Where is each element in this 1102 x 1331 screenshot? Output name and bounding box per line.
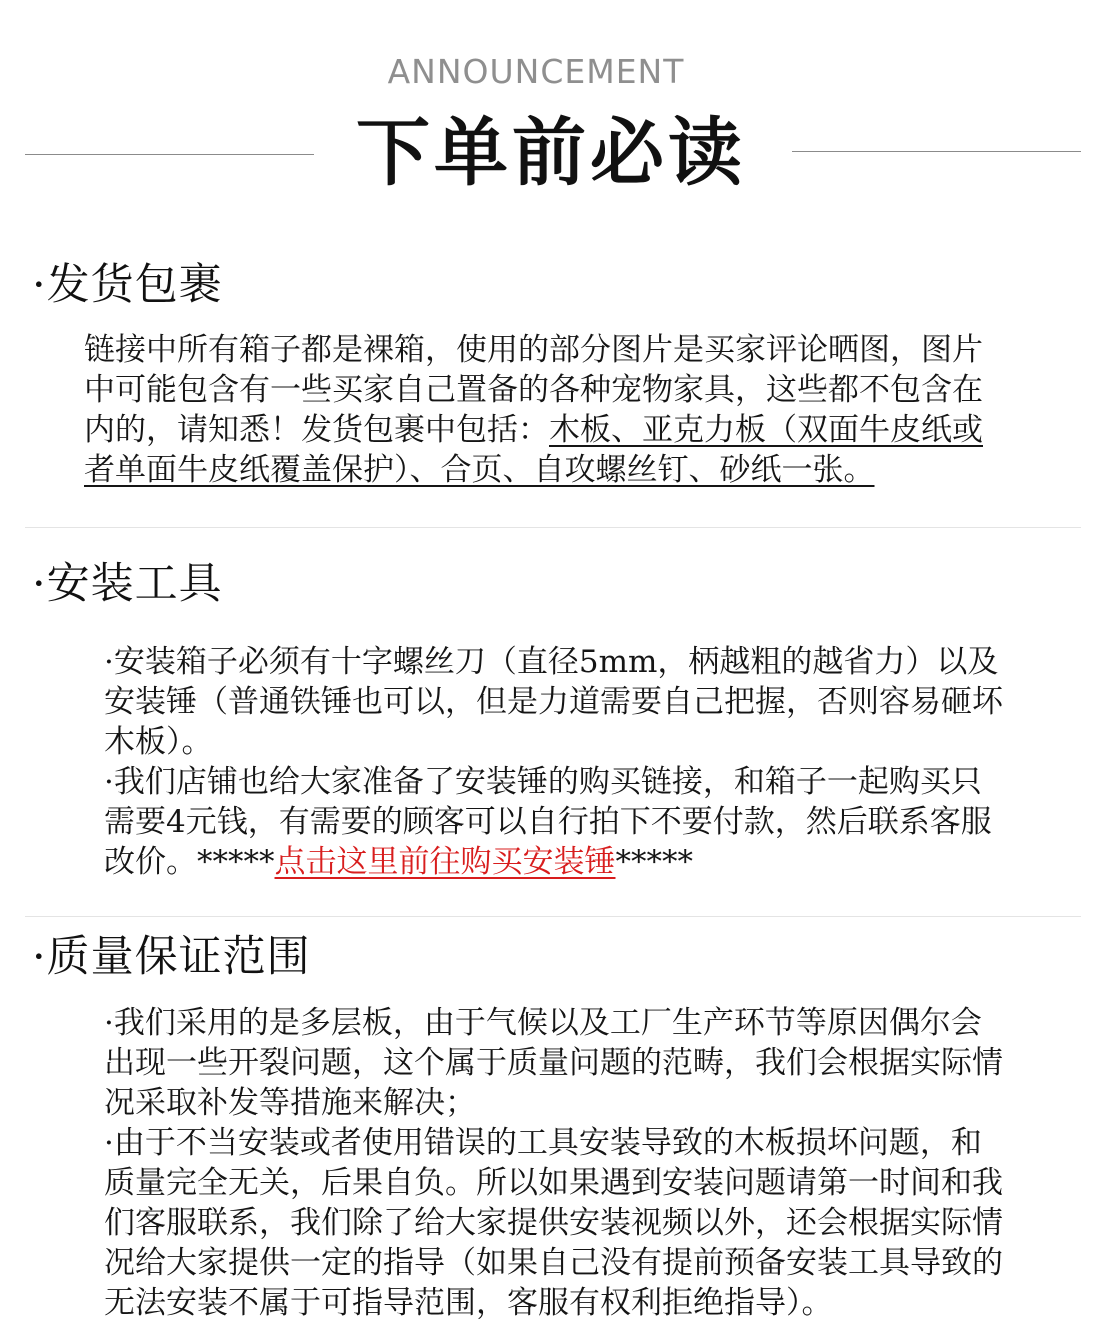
quality-line-3: 况采取补发等措施来解决； (104, 1085, 476, 1121)
section-heading-shipping: ·发货包裹 (32, 260, 223, 310)
quality-line-2: 出现一些开裂问题，这个属于质量问题的范畴，我们会根据实际情 (104, 1045, 1003, 1081)
shipping-line-3-text: 内的，请知悉！发货包裹中包括： (84, 412, 549, 448)
install-line-6 (104, 842, 1079, 882)
install-line-4: ·我们店铺也给大家准备了安装锤的购买链接，和箱子一起购买只 (104, 764, 982, 800)
section-heading-quality: ·质量保证范围 (32, 932, 311, 982)
shipping-line-4 (84, 450, 1074, 490)
install-line-2: 安装锤（普通铁锤也可以，但是力道需要自己把握，否则容易砸坏 (104, 684, 1003, 720)
announcement-header (0, 0, 1102, 210)
package-contents-underlined-2: 者单面牛皮纸覆盖保护）、合页、自攻螺丝钉、砂纸一张。 (84, 452, 875, 488)
shipping-paragraph (84, 330, 1074, 490)
shipping-line-2: 中可能包含有一些买家自己置备的各种宠物家具，这些都不包含在 (84, 372, 983, 408)
install-line-6-suffix: ***** (615, 844, 693, 880)
quality-paragraph (104, 1003, 1079, 1323)
shipping-line-1: 链接中所有箱子都是裸箱，使用的部分图片是买家评论晒图，图片 (84, 332, 983, 368)
package-contents-underlined-1: 木板、亚克力板（双面牛皮纸或 (549, 412, 983, 448)
quality-line-1: ·我们采用的是多层板，由于气候以及工厂生产环节等原因偶尔会 (104, 1005, 982, 1041)
install-line-6-prefix: 改价。***** (104, 844, 275, 880)
section-heading-install-tools: ·安装工具 (32, 559, 223, 609)
header-rule-right (792, 151, 1081, 152)
section-divider-1 (25, 527, 1081, 528)
install-line-1: ·安装箱子必须有十字螺丝刀（直径5mm，柄越粗的越省力）以及 (104, 644, 999, 680)
shipping-line-3 (84, 410, 1074, 450)
quality-line-4: ·由于不当安装或者使用错误的工具安装导致的木板损坏问题，和 (104, 1125, 982, 1161)
install-tools-paragraph (104, 642, 1079, 882)
quality-line-7: 况给大家提供一定的指导（如果自己没有提前预备安装工具导致的 (104, 1245, 1003, 1281)
install-line-5: 需要4元钱，有需要的顾客可以自行拍下不要付款，然后联系客服 (104, 804, 992, 840)
quality-line-8: 无法安装不属于可指导范围，客服有权利拒绝指导）。 (104, 1285, 833, 1321)
install-line-3: 木板）。 (104, 724, 213, 760)
announcement-eyebrow: ANNOUNCEMENT (387, 52, 685, 91)
buy-hammer-link[interactable]: 点击这里前往购买安装锤 (274, 844, 616, 880)
page-title: 下单前必读 (356, 110, 746, 196)
section-divider-2 (25, 916, 1081, 917)
quality-line-5: 质量完全无关，后果自负。所以如果遇到安装问题请第一时间和我 (104, 1165, 1003, 1201)
quality-line-6: 们客服联系，我们除了给大家提供安装视频以外，还会根据实际情 (104, 1205, 1003, 1241)
